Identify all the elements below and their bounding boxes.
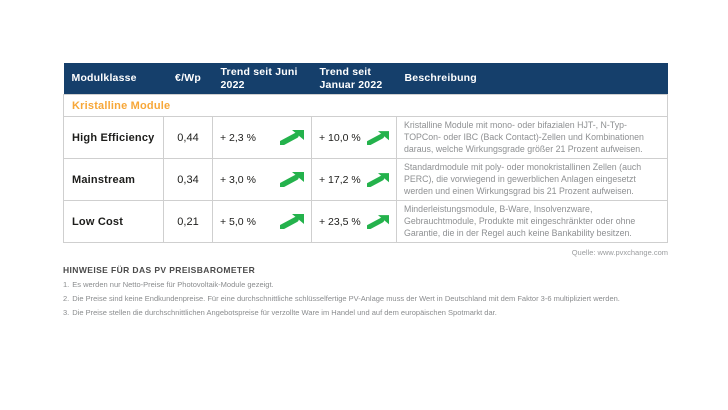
module-class-label: Low Cost <box>64 201 164 243</box>
column-header-module-class: Modulklasse <box>64 63 164 95</box>
trend-january-value: + 23,5 % <box>319 215 361 228</box>
trend-june-cell <box>213 159 312 201</box>
table-row-mainstream <box>64 159 668 201</box>
table-row-low-cost <box>64 201 668 243</box>
table-row-high-efficiency <box>64 117 668 159</box>
section-row-kristalline-module <box>64 95 668 117</box>
column-header-trend-june: Trend seit Juni 2022 <box>213 63 312 95</box>
section-title: Kristalline Module <box>64 95 668 117</box>
notes-section <box>63 265 668 317</box>
column-header-trend-january: Trend seit Januar 2022 <box>312 63 397 95</box>
price-value: 0,21 <box>164 201 213 243</box>
pv-price-barometer <box>63 63 668 317</box>
trend-june-cell <box>213 201 312 243</box>
note-item-3 <box>63 308 668 317</box>
price-value: 0,44 <box>164 117 213 159</box>
trend-january-cell <box>312 201 397 243</box>
trend-june-value: + 5,0 % <box>220 215 256 228</box>
trend-january-cell <box>312 159 397 201</box>
source-attribution: Quelle: www.pvxchange.com <box>571 248 668 258</box>
arrow-up-right-icon <box>367 215 389 229</box>
trend-june-value: + 2,3 % <box>220 131 256 144</box>
column-header-description: Beschreibung <box>397 63 668 95</box>
note-text: Die Preise stellen die durchschnittlichen Angebotspreise für verzollte Ware im Handel und auf dem europäischen Spotmarkt dar. <box>72 308 497 318</box>
column-header-price: €/Wp <box>164 63 213 95</box>
module-price-table <box>63 63 668 243</box>
note-number: 1. <box>63 280 70 290</box>
price-value: 0,34 <box>164 159 213 201</box>
arrow-up-right-icon <box>280 130 304 145</box>
trend-june-cell <box>213 117 312 159</box>
note-item-2 <box>63 294 668 303</box>
arrow-up-right-icon <box>280 214 304 229</box>
module-class-label: Mainstream <box>64 159 164 201</box>
module-class-label: High Efficiency <box>64 117 164 159</box>
note-number: 3. <box>63 308 70 318</box>
arrow-up-right-icon <box>367 173 389 187</box>
notes-title: HINWEISE FÜR DAS PV PREISBAROMETER <box>63 265 256 276</box>
trend-january-value: + 10,0 % <box>319 131 361 144</box>
trend-june-value: + 3,0 % <box>220 173 256 186</box>
note-item-1 <box>63 280 668 289</box>
module-description: Kristalline Module mit mono- oder bifazialen HJT-, N-Typ-TOPCon- oder IBC (Back Contact)-Zellen und Kombinationen daraus, welche Wirkungsgrade größer 21 Prozent aufweisen. <box>397 117 668 159</box>
note-number: 2. <box>63 294 70 304</box>
arrow-up-right-icon <box>367 131 389 145</box>
module-description: Standardmodule mit poly- oder monokristallinen Zellen (auch PERC), die vorwiegend in gewerblichen Anlagen eingesetzt werden und einen Wirkungsgrad bis 21 Prozent aufweisen. <box>397 159 668 201</box>
arrow-up-right-icon <box>280 172 304 187</box>
trend-january-cell <box>312 117 397 159</box>
table-header-row <box>64 63 668 95</box>
trend-january-value: + 17,2 % <box>319 173 361 186</box>
note-text: Die Preise sind keine Endkundenpreise. Für eine durchschnittliche schlüsselfertige PV-Anlage muss der Wert in Deutschland mit dem Faktor 3-6 multipliziert werden. <box>72 294 620 304</box>
module-description: Minderleistungsmodule, B-Ware, Insolvenzware, Gebrauchtmodule, Produkte mit eingeschränkter oder ohne Garantie, die in der Regel auch keine Bankability besitzen. <box>397 201 668 243</box>
note-text: Es werden nur Netto-Preise für Photovoltaik-Module gezeigt. <box>72 280 274 290</box>
